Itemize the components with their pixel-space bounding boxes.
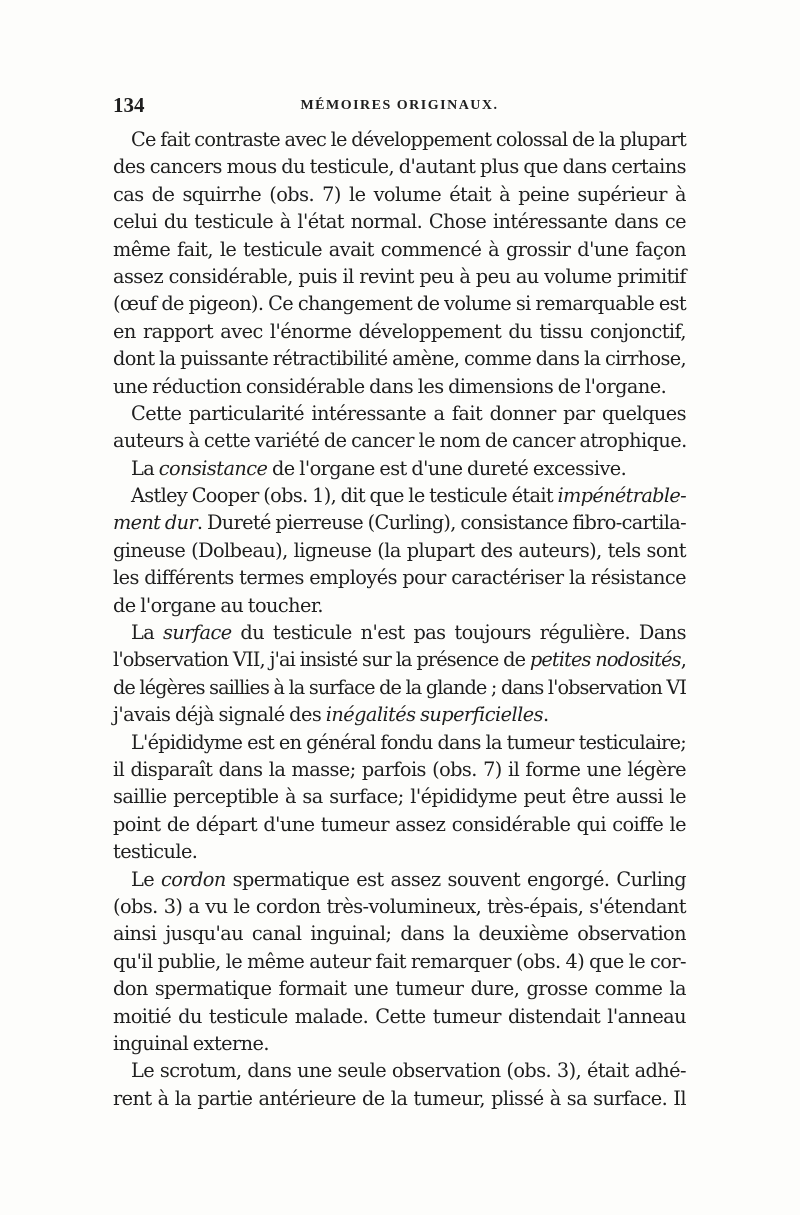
text-segment: l'observation VII, j'ai insisté sur la présence de [113,648,530,672]
italic-term: impénétrable- [557,484,686,508]
text-line [113,482,686,509]
italic-term: consistance [158,456,268,480]
text-line: L'épididyme est en général fondu dans la tumeur testiculaire; [131,730,686,754]
text-line [113,455,686,482]
text-segment: spermatique est assez souvent engorgé. Curling [225,867,687,891]
text-segment: Astley Cooper (obs. 1), dit que le testicule était [131,484,558,508]
text-segment: Le [131,867,162,891]
text-line: point de départ d'une tumeur assez considérable qui coiffe le [113,812,686,836]
text-line: (obs. 3) a vu le cordon très-volumineux, très-épais, s'étendant [113,894,686,918]
text-line [113,646,686,673]
italic-term: petites nodosités [529,648,681,672]
text-segment: . [542,703,549,727]
text-line: (œuf de pigeon). Ce changement de volume si remarquable est [113,292,686,316]
text-line: Ce fait contraste avec le développement colossal de la plupart [131,128,686,151]
text-line: gineuse (Dolbeau), ligneuse (la plupart des auteurs), tels sont [113,538,686,562]
body-text [113,126,686,1112]
italic-term: surface [163,621,232,645]
text-line: celui du testicule à l'état normal. Chose intéressante dans ce [113,210,686,234]
text-line [113,701,686,728]
text-line: rent à la partie antérieure de la tumeur, plissé à sa surface. Il [113,1086,686,1110]
text-line: ainsi jusqu'au canal inguinal; dans la deuxième observation [113,922,686,946]
text-line: don spermatique formait une tumeur dure, grosse comme la [113,977,686,1001]
text-line: une réduction considérable dans les dimensions de l'organe. [113,374,667,398]
text-line: qu'il publie, le même auteur fait remarquer (obs. 4) que le cor- [113,949,686,973]
text-line: en rapport avec l'énorme développement du tissu conjonctif, [113,319,686,343]
text-line: inguinal externe. [113,1031,269,1055]
text-segment: de l'organe est d'une dureté excessive. [267,456,627,480]
text-line: moitié du testicule malade. Cette tumeur distendait l'anneau [113,1004,686,1028]
text-line: même fait, le testicule avait commencé à grossir d'une façon [113,237,686,261]
text-line: de l'organe au toucher. [113,593,323,617]
text-segment: , [680,648,686,672]
text-line: cas de squirrhe (obs. 7) le volume était à peine supérieur à [113,182,686,206]
text-line: il disparaît dans la masse; parfois (obs. 7) il forme une légère [113,757,686,781]
text-line: auteurs à cette variété de cancer le nom de cancer atrophique. [113,429,687,453]
text-segment: du testicule n'est pas toujours régulière. Dans [231,621,687,645]
page-number: 134 [113,93,145,117]
text-line: testicule. [113,840,198,864]
text-segment: La [131,621,164,645]
text-segment: La [131,456,159,480]
text-line: les différents termes employés pour caractériser la résistance [113,566,686,590]
text-line: des cancers mous du testicule, d'autant plus que dans certains [113,155,686,179]
text-line: assez considérable, puis il revint peu à peu au volume primitif [113,264,686,288]
text-line [113,509,686,536]
italic-term: ment dur [113,511,197,535]
text-line: Cette particularité intéressante a fait donner par quelques [131,401,686,425]
text-line: Le scrotum, dans une seule observation (obs. 3), était adhé- [131,1059,686,1083]
running-title: MÉMOIRES ORIGINAUX. [300,98,499,113]
italic-term: cordon [161,867,226,891]
text-line: saillie perceptible à sa surface; l'épididyme peut être aussi le [113,785,686,809]
text-segment: j'avais déjà signalé des [113,703,326,727]
text-line [113,866,686,893]
text-line: dont la puissante rétractibilité amène, comme dans la cirrhose, [113,347,686,371]
text-segment: . Dureté pierreuse (Curling), consistance fibro-cartila- [196,511,686,535]
page-header [113,93,686,123]
text-line: de légères saillies à la surface de la glande ; dans l'observation VI [113,675,686,699]
text-line [113,619,686,646]
italic-term: inégalités superficielles [325,703,543,727]
